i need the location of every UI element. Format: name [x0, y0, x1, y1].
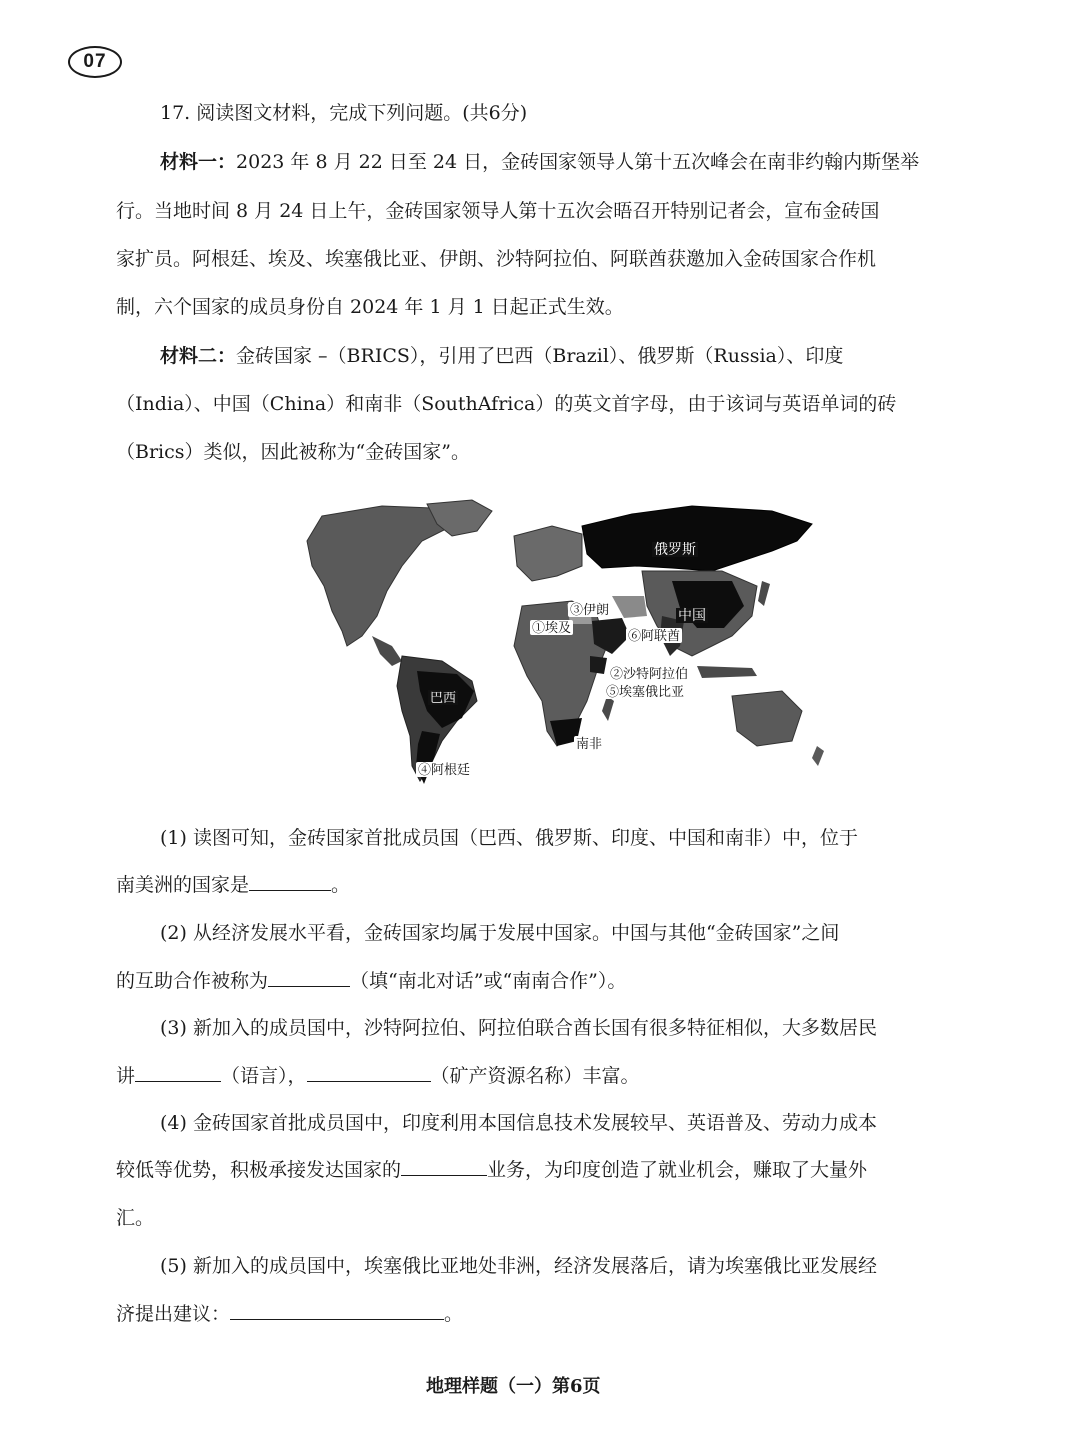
madagascar-shape [602, 696, 614, 721]
map-label-argentina: ④阿根廷 [418, 762, 471, 777]
map-label-saudi: ②沙特阿拉伯 [610, 666, 689, 681]
material2-label: 材料二： [160, 345, 237, 367]
material1-text-1: 2023 年 8 月 22 日至 24 日，金砖国家领导人第十五次峰会在南非约翰内斯堡举 [236, 151, 920, 173]
map-label-uae: ⑥阿联酋 [628, 628, 681, 643]
q1-text: 南美洲的国家是 [116, 874, 250, 896]
q5-line-1: (5) 新加入的成员国中，埃塞俄比亚地处非洲，经济发展落后，请为埃塞俄比亚发展经 [160, 1255, 877, 1277]
iran-shape [612, 596, 647, 618]
new-zealand-shape [812, 746, 824, 766]
q3-mineral-blank[interactable] [307, 1063, 431, 1082]
russia-shape [582, 506, 812, 571]
map-label-china: 中国 [678, 607, 706, 623]
q1-answer-blank[interactable] [249, 872, 331, 891]
q1-end: 。 [331, 874, 351, 896]
europe-shape [514, 526, 582, 581]
material2-line-3: （Brics）类似，因此被称为“金砖国家”。 [116, 441, 470, 463]
world-map [252, 496, 842, 796]
q2-line-2 [116, 966, 626, 993]
map-label-iran: ③伊朗 [570, 602, 610, 617]
page-footer: 地理样题（一）第6页 [426, 1376, 601, 1397]
map-label-egypt: ①埃及 [532, 620, 572, 635]
ethiopia-shape [590, 656, 607, 674]
material2-text-1: 金砖国家 –（BRICS），引用了巴西（Brazil）、俄罗斯（Russia）、印度 [236, 345, 844, 367]
indonesia-shape [697, 666, 757, 678]
q1-line-2 [116, 870, 350, 897]
q4-answer-blank[interactable] [401, 1157, 487, 1176]
q3-line-2 [116, 1061, 640, 1088]
q2-end: （填“南北对话”或“南南合作”）。 [350, 970, 627, 992]
world-map-graphic [252, 496, 842, 796]
material1-line-1 [160, 147, 919, 174]
q1-line-1: (1) 读图可知，金砖国家首批成员国（巴西、俄罗斯、印度、中国和南非）中，位于 [160, 827, 858, 849]
q4-after: 业务，为印度创造了就业机会，赚取了大量外 [487, 1159, 868, 1181]
q3-line-1: (3) 新加入的成员国中，沙特阿拉伯、阿拉伯联合酋长国有很多特征相似，大多数居民 [160, 1017, 877, 1039]
question-header: 17. 阅读图文材料，完成下列问题。(共6分) [160, 102, 528, 124]
q4-line-2 [116, 1155, 867, 1182]
q2-line-1: (2) 从经济发展水平看，金砖国家均属于发展中国家。中国与其他“金砖国家”之间 [160, 922, 840, 944]
q3-text: 讲 [116, 1065, 136, 1087]
material1-line-2: 行。当地时间 8 月 24 日上午，金砖国家领导人第十五次会晤召开特别记者会，宣布金砖国 [116, 200, 880, 222]
map-label-south-africa: 南非 [576, 736, 603, 751]
australia-shape [732, 691, 802, 746]
material2-line-2: （India）、中国（China）和南非（SouthAfrica）的英文首字母，由于该词与英语单词的砖 [116, 393, 897, 415]
north-america-shape [307, 506, 452, 646]
q3-end: （矿产资源名称）丰富。 [430, 1065, 640, 1087]
central-america-shape [372, 636, 402, 666]
map-label-russia: 俄罗斯 [654, 541, 696, 557]
material1-line-3: 家扩员。阿根廷、埃及、埃塞俄比亚、伊朗、沙特阿拉伯、阿联酋获邀加入金砖国家合作机 [116, 248, 877, 270]
q3-mid: （语言）， [221, 1065, 307, 1087]
page-number-badge: 07 [68, 46, 122, 78]
q4-line-1: (4) 金砖国家首批成员国中，印度利用本国信息技术发展较早、英语普及、劳动力成本 [160, 1112, 877, 1134]
q5-text: 济提出建议： [116, 1303, 231, 1325]
q4-line-3: 汇。 [116, 1207, 155, 1229]
q2-text: 的互助合作被称为 [116, 970, 269, 992]
material2-line-1 [160, 341, 843, 368]
japan-shape [758, 581, 770, 606]
q5-line-2 [116, 1299, 463, 1326]
q3-language-blank[interactable] [135, 1063, 221, 1082]
material1-line-4: 制，六个国家的成员身份自 2024 年 1 月 1 日起正式生效。 [116, 296, 624, 318]
material1-label: 材料一： [160, 151, 237, 173]
map-label-brazil: 巴西 [430, 690, 457, 705]
q5-answer-blank[interactable] [230, 1301, 444, 1320]
q4-text: 较低等优势，积极承接发达国家的 [116, 1159, 402, 1181]
q2-answer-blank[interactable] [268, 968, 350, 987]
map-label-ethiopia: ⑤埃塞俄比亚 [606, 684, 685, 699]
q5-end: 。 [444, 1303, 464, 1325]
